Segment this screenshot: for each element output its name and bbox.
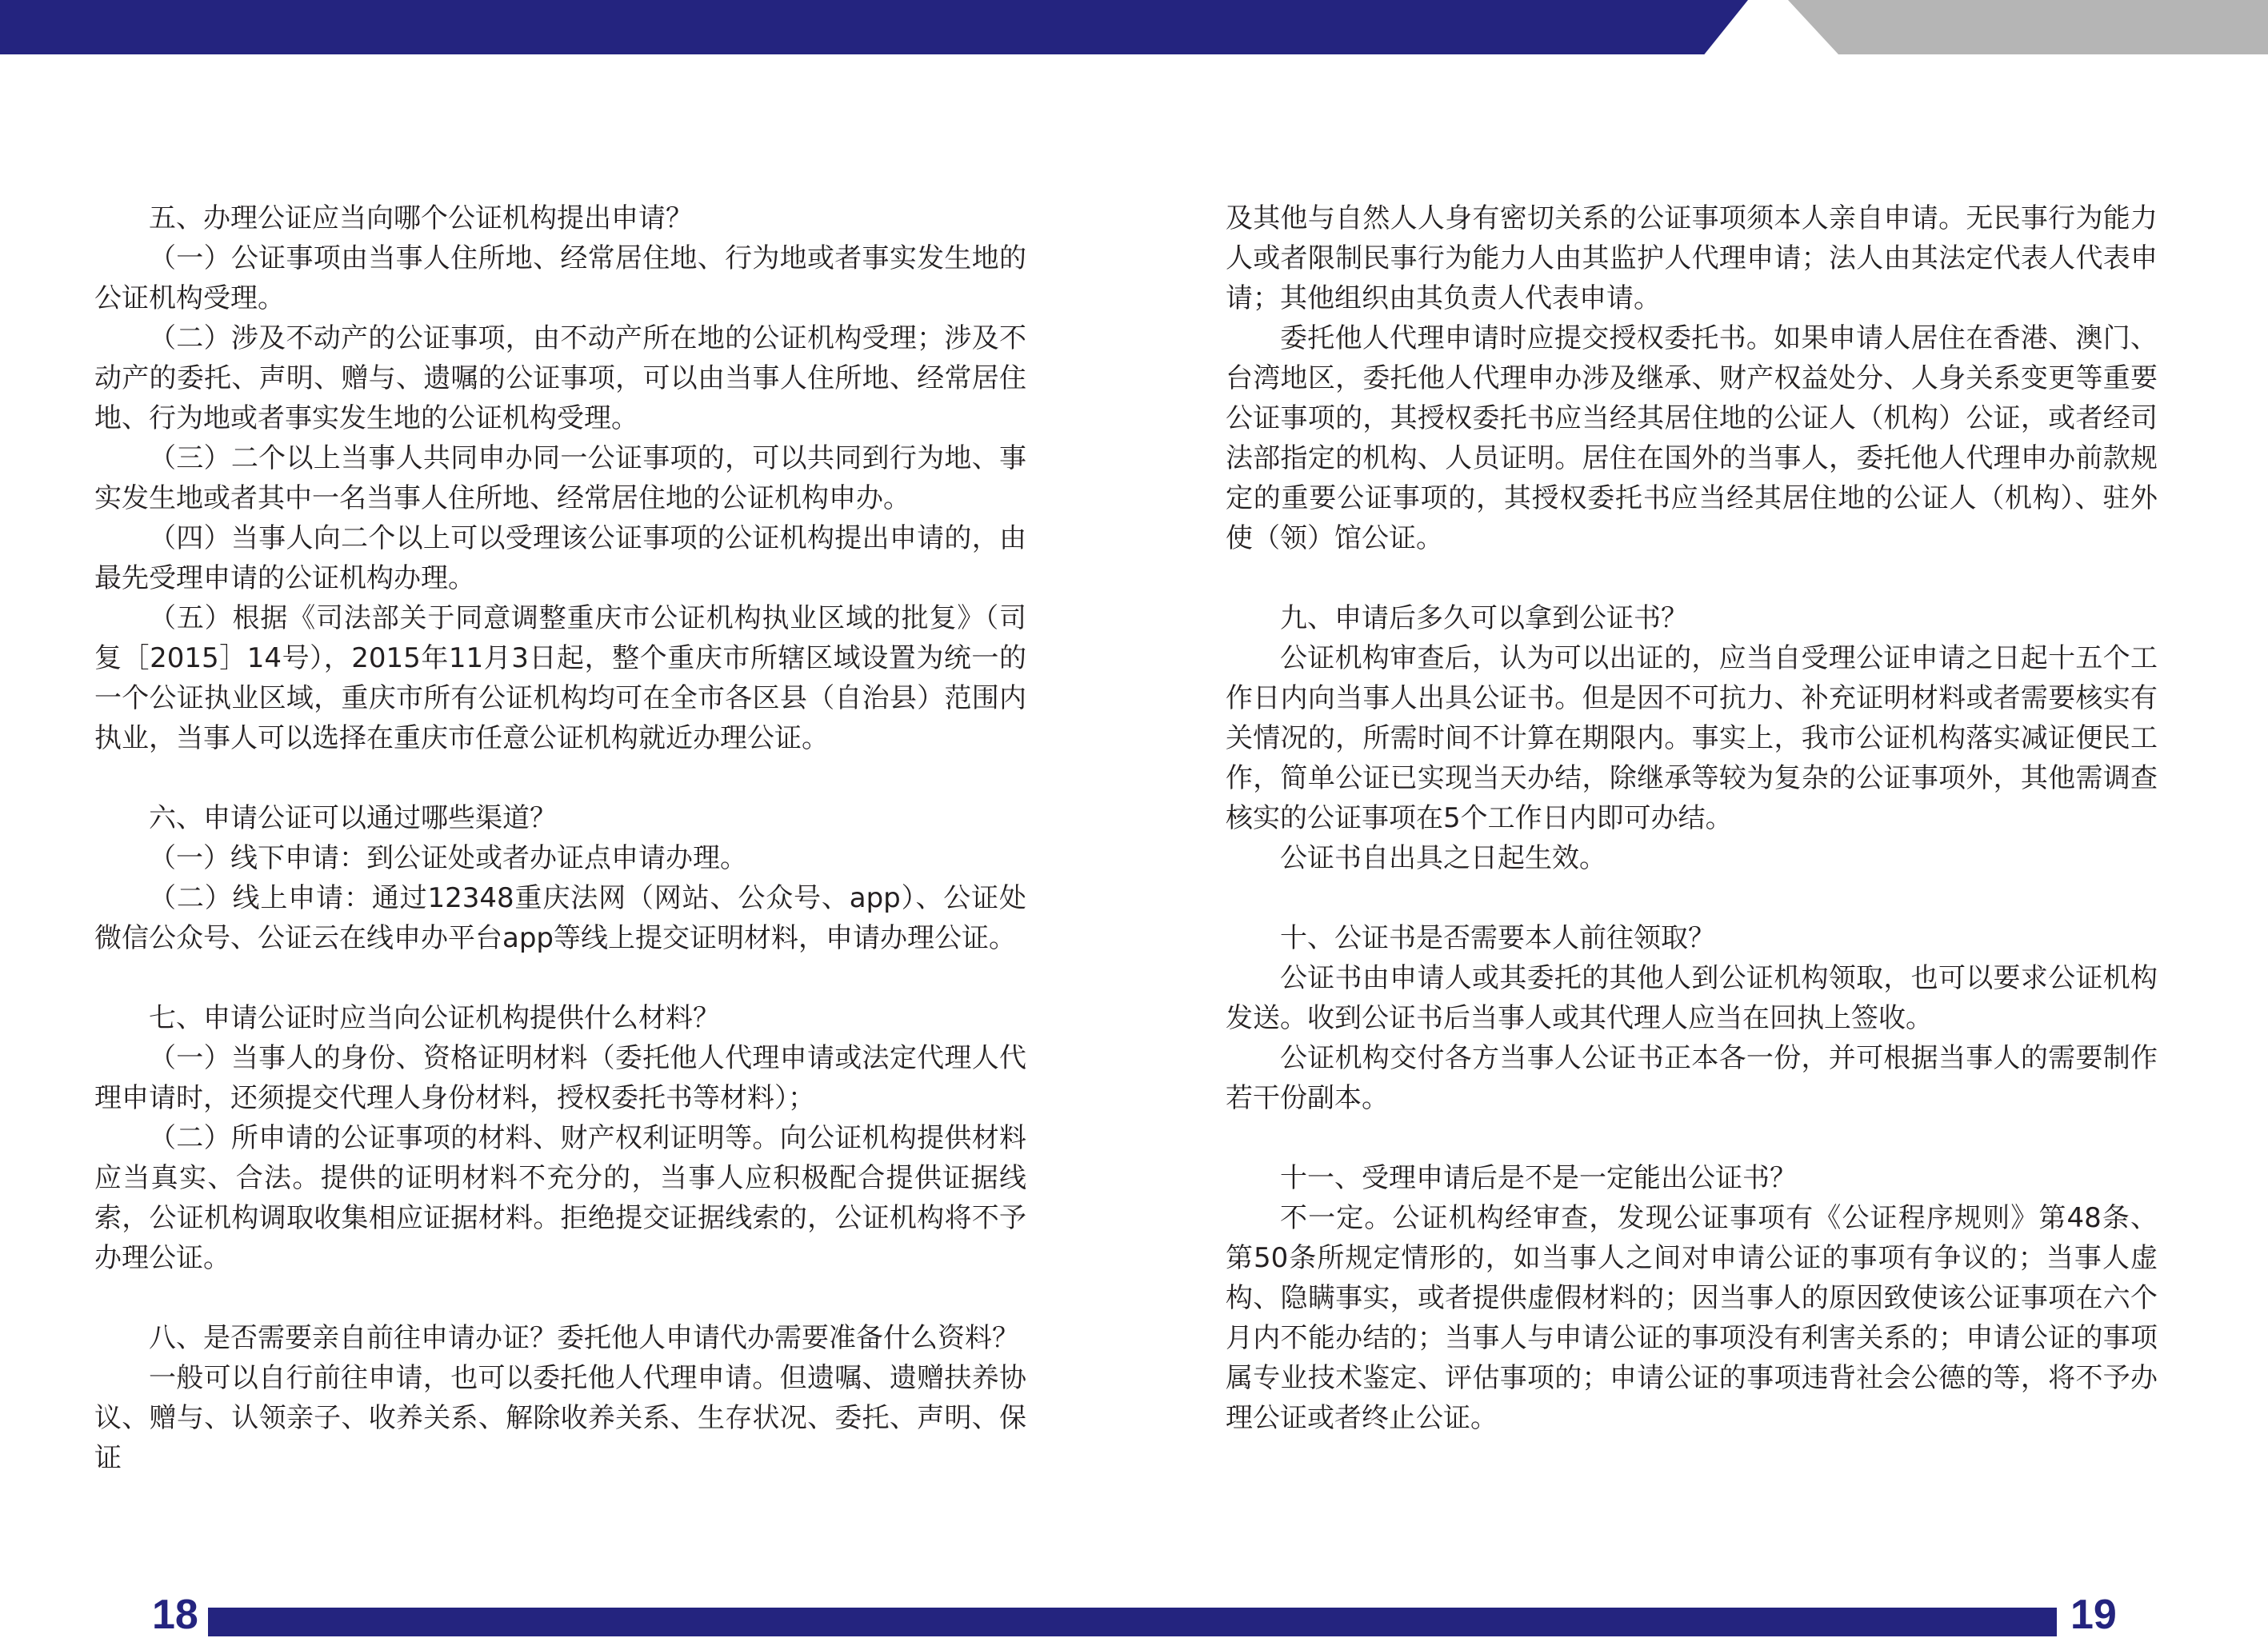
body-paragraph: 公证机构审查后，认为可以出证的，应当自受理公证申请之日起十五个工作日内向当事人出具公证书。但是因不可抗力、补充证明材料或者需要核实有关情况的，所需时间不计算在期限内。事实上，我市公证机构落实减证便民工作，简单公证已实现当天办结，除继承等较为复杂的公证事项外，其他需调查核实的公证事项在5个工作日内即可办结。 [1226, 642, 2158, 834]
body-paragraph: （一）当事人的身份、资格证明材料（委托他人代理申请或法定代理人代理申请时，还须提交代理人身份材料，授权委托书等材料）； [94, 1042, 1026, 1114]
section-spacer [94, 758, 1026, 798]
section-heading: 五、办理公证应当向哪个公证机构提出申请？ [149, 202, 693, 234]
body-paragraph: 委托他人代理申请时应提交授权委托书。如果申请人居住在香港、澳门、台湾地区，委托他人代理申办涉及继承、财产权益处分、人身关系变更等重要公证事项的，其授权委托书应当经其居住地的公证人（机构）公证，或者经司法部指定的机构、人员证明。居住在国外的当事人，委托他人代理申办前款规定的重要公证事项的，其授权委托书应当经其居住地的公证人（机构）、驻外使（领）馆公证。 [1226, 322, 2158, 554]
section-spacer [94, 1278, 1026, 1318]
section-heading: 九、申请后多久可以拿到公证书？ [1280, 602, 1688, 634]
page-number-left: 18 [152, 1592, 198, 1638]
body-paragraph: （三）二个以上当事人共同申办同一公证事项的，可以共同到行为地、事实发生地或者其中一名当事人住所地、经常居住地的公证机构申办。 [94, 442, 1026, 514]
body-paragraph: （二）线上申请：通过12348重庆法网（网站、公众号、app）、公证处微信公众号、公证云在线申办平台app等线上提交证明材料，申请办理公证。 [94, 882, 1026, 954]
top-banner-navy [0, 0, 1748, 54]
bottom-banner [208, 1608, 2057, 1636]
body-paragraph: 一般可以自行前往申请，也可以委托他人代理申请。但遗嘱、遗赠扶养协议、赠与、认领亲子、收养关系、解除收养关系、生存状况、委托、声明、保证 [94, 1362, 1026, 1474]
section-spacer [1226, 1118, 2158, 1158]
body-paragraph: （五）根据《司法部关于同意调整重庆市公证机构执业区域的批复》（司复［2015］14号），2015年11月3日起，整个重庆市所辖区域设置为统一的一个公证执业区域，重庆市所有公证机构均可在全市各区县（自治县）范围内执业，当事人可以选择在重庆市任意公证机构就近办理公证。 [94, 602, 1026, 754]
section-spacer [94, 958, 1026, 998]
body-paragraph: 公证书由申请人或其委托的其他人到公证机构领取，也可以要求公证机构发送。收到公证书后当事人或其代理人应当在回执上签收。 [1226, 962, 2158, 1034]
body-paragraph: （一）公证事项由当事人住所地、经常居住地、行为地或者事实发生地的公证机构受理。 [94, 242, 1026, 314]
left-page-column [94, 198, 1026, 1478]
body-paragraph: 公证机构交付各方当事人公证书正本各一份，并可根据当事人的需要制作若干份副本。 [1226, 1042, 2158, 1114]
body-paragraph: （四）当事人向二个以上可以受理该公证事项的公证机构提出申请的，由最先受理申请的公证机构办理。 [94, 522, 1026, 594]
section-heading: 六、申请公证可以通过哪些渠道？ [149, 802, 557, 834]
body-paragraph: （二）涉及不动产的公证事项，由不动产所在地的公证机构受理；涉及不动产的委托、声明、赠与、遗嘱的公证事项，可以由当事人住所地、经常居住地、行为地或者事实发生地的公证机构受理。 [94, 322, 1026, 434]
section-heading: 七、申请公证时应当向公证机构提供什么材料？ [149, 1002, 720, 1034]
top-banner-gray [1788, 0, 2268, 54]
body-paragraph: 公证书自出具之日起生效。 [1280, 842, 1606, 874]
section-heading: 十、公证书是否需要本人前往领取？ [1280, 922, 1715, 954]
body-paragraph: 不一定。公证机构经审查，发现公证事项有《公证程序规则》第48条、第50条所规定情形的，如当事人之间对申请公证的事项有争议的；当事人虚构、隐瞒事实，或者提供虚假材料的；因当事人的原因致使该公证事项在六个月内不能办结的；当事人与申请公证的事项没有利害关系的；申请公证的事项属专业技术鉴定、评估事项的；申请公证的事项违背社会公德的等，将不予办理公证或者终止公证。 [1226, 1202, 2158, 1434]
body-paragraph: （一）线下申请：到公证处或者办证点申请办理。 [149, 842, 747, 874]
section-heading: 八、是否需要亲自前往申请办证？委托他人申请代办需要准备什么资料？ [149, 1322, 1019, 1354]
right-page-column [1226, 198, 2158, 1438]
section-spacer [1226, 558, 2158, 598]
page-number-right: 19 [2070, 1592, 2117, 1638]
section-spacer [1226, 878, 2158, 918]
body-paragraph: 及其他与自然人人身有密切关系的公证事项须本人亲自申请。无民事行为能力人或者限制民事行为能力人由其监护人代理申请；法人由其法定代表人代表申请；其他组织由其负责人代表申请。 [1226, 202, 2158, 314]
body-paragraph: （二）所申请的公证事项的材料、财产权利证明等。向公证机构提供材料应当真实、合法。提供的证明材料不充分的，当事人应积极配合提供证据线索，公证机构调取收集相应证据材料。拒绝提交证据线索的，公证机构将不予办理公证。 [94, 1122, 1026, 1274]
section-heading: 十一、受理申请后是不是一定能出公证书？ [1280, 1162, 1797, 1194]
